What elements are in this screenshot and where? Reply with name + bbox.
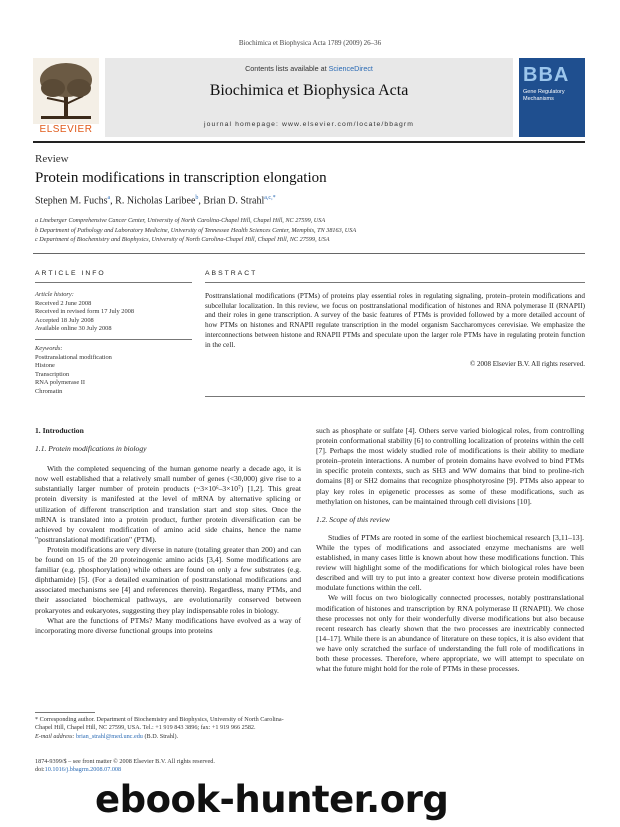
affiliation: b Department of Pathology and Laboratory Medicine, University of Tennessee Health Sciences Center, Memphis, TN 38163, USA — [35, 226, 357, 234]
doi-link[interactable]: 10.1016/j.bbagrm.2008.07.008 — [44, 766, 122, 774]
keyword: Transcription — [35, 370, 70, 378]
paragraph: Studies of PTMs are rooted in some of the earliest biochemical research [3,11–13]. While the types of modifications and associated enzyme mechanisms are well established, in many cases little is known about how these modifications function. This review will highlight some of the modifications for which biological roles have been described and will try to put into a greater context how diverse protein modifications modulate functions within the cell. — [316, 532, 584, 593]
journal-homepage[interactable]: journal homepage: www.elsevier.com/locate/bbagrm — [204, 121, 414, 128]
corresponding-author-note: * Corresponding author. Department of Biochemistry and Biophysics, University of North Carolina-Chapel Hill, Chapel Hill, NC 27599, USA. Tel.: +1 919 843 3896; fax: +1 919 966 2582. — [35, 716, 284, 732]
subsection-heading: 1.1. Protein modifications in biology — [35, 444, 147, 454]
article-info-heading: ARTICLE INFO — [35, 270, 106, 277]
author-name: Stephen M. Fuchs — [35, 195, 108, 207]
masthead-rule — [33, 141, 585, 143]
contents-line — [105, 64, 513, 73]
header-divider — [33, 253, 585, 254]
paper-title: Protein modifications in transcription elongation — [35, 170, 327, 186]
email-label: E-mail address: — [35, 732, 75, 740]
journal-name: Biochimica et Biophysica Acta — [209, 82, 409, 99]
footnote-rule — [35, 712, 95, 713]
keywords — [35, 345, 195, 397]
author-name: R. Nicholas Laribee — [115, 195, 196, 207]
keyword: Chromatin — [35, 387, 63, 395]
history-entry: Received 2 June 2008 — [35, 299, 92, 307]
keyword: Posttranslational modification — [35, 353, 112, 361]
elsevier-wordmark: ELSEVIER — [39, 124, 93, 135]
doi-prefix: doi: — [35, 766, 45, 774]
abstract-heading: ABSTRACT — [205, 270, 258, 277]
keywords-label: Keywords: — [35, 345, 63, 352]
article-history — [35, 291, 195, 334]
affiliation: c Department of Biochemistry and Biophysics, University of North Carolina-Chapel Hill, Chapel Hill, NC 27599, USA — [35, 236, 330, 243]
cover-subtitle: Gene Regulatory Mechanisms — [523, 89, 565, 102]
affiliation: a Lineberger Comprehensive Cancer Center, University of North Carolina-Chapel Hill, Chapel Hill, NC 27599, USA — [35, 217, 326, 224]
cover-title: BBA — [523, 64, 570, 86]
paragraph: We will focus on two biologically connected processes, notably posttranslational modification of histones and transcription by RNA polymerase II (RNAPII). We chose these processes not only for their wonderfully diverse modifications but also because recent research has clearly shown that the two processes are inextricably connected [14–17]. While there is an abundance of literature on these topics, it is also evident that we have only scratched the surface of understanding the full role of modifications in both these processes. Therefore, where appropriate, we will attempt to speculate on what the future might hold for the role of PTMs in these processes. — [316, 593, 584, 674]
running-head: Biochimica et Biophysica Acta 1789 (2009) 26–36 — [238, 39, 382, 47]
corresponding-footnote — [35, 716, 301, 741]
email-suffix: (B.D. Strahl). — [144, 732, 179, 740]
affiliations — [35, 216, 356, 245]
paragraph: With the completed sequencing of the human genome nearly a decade ago, it is now well established that a relatively small number of genes (<30,000) give rise to a substantially larger number of protein products (~3×10⁶–3×10⁷) [1,2]. This great protein diversity is manifested at the level of mRNA by alternative splicing or utilization of different transcription and translation start and stop sites. Once the mRNA is translated into a protein product, further protein diversification can be achieved by covalent modification of amino acid side chains, hence the name "posttranslational modification" (PTM). — [35, 464, 301, 544]
body-left-column — [35, 426, 301, 636]
contents-prefix: Contents lists available at — [245, 64, 329, 73]
email-link[interactable]: brian_strahl@med.unc.edu — [76, 732, 143, 740]
body-right-column — [316, 426, 584, 674]
author-name: Brian D. Strahl — [203, 195, 265, 207]
history-entry: Available online 30 July 2008 — [35, 325, 112, 333]
abstract-text: Posttranslational modifications (PTMs) of proteins play essential roles in regulating signaling, protein–protein modifications and subcellular localization. In this review, we focus on posttranslational modification of histones and RNA polymerase II (RNAPII) and their roles in gene transcription. A survey of the basic features of PTMs is provided followed by a more detailed account of how PTMs on histones and RNAPII regulate transcription in the model organism Saccharomyces cerevisiae. We emphasize the interconnections between histone and RNAPII PTMs and speculate upon the larger role PTMs have in regulating protein function in the cell. — [205, 292, 585, 349]
abstract-bottom-rule — [205, 396, 585, 397]
abstract-rule — [205, 282, 585, 283]
keyword: Histone — [35, 362, 55, 370]
history-label: Article history: — [35, 291, 74, 298]
author-list: Stephen M. Fuchs$^a$, R. Nicholas Laribee$^b$, Brian D. Strahl$^{a,c,*}$ — [35, 195, 276, 207]
history-entry: Accepted 18 July 2008 — [35, 316, 94, 324]
subsection-heading: 1.2. Scope of this review — [316, 514, 390, 524]
journal-masthead — [33, 58, 585, 137]
watermark: ebook-hunter.org — [95, 778, 449, 821]
paragraph: What are the functions of PTMs? Many modifications have evolved as a way of incorporating more diverse functional groups into proteins — [35, 615, 301, 635]
author-affil-sup[interactable]: a,c,* — [264, 195, 276, 201]
issn-doi-block — [35, 758, 335, 775]
author-affil-sup[interactable]: a — [107, 195, 111, 201]
paragraph: such as phosphate or sulfate [4]. Others serve varied biological roles, from controlling protein conformational stability [6] to controlling localization of proteins within the cell [7]. Perhaps the most widely studied role of modifications is their ability to mediate protein–protein interactions. A number of protein domains have evolved to bind PTMs in specific protein contexts, such as SH3 and WW domains that bind to proline-rich domains [8] or SH2 domains that recognize phosphotyrosine [9]. PTMs also appear to play key roles in epigenetic processes as some of these modifications, such as methylation on histones, can be maintained through cell divisions [10]. — [316, 426, 584, 506]
issn-line: 1874-9399/$ – see front matter © 2008 Elsevier B.V. All rights reserved. — [35, 758, 215, 765]
paragraph: Protein modifications are very diverse in nature (totaling greater than 200) and can be found on 15 of the 20 proteinogenic amino acids [3,4]. Some modifications are familiar (e.g. phosphorylation) while others are found on only a few substrates (e.g. diphthamide) [5]. (For a detailed examination of posttranslational modifications and associated mechanisms see [4] and references therein). Regardless, many PTMs, and their associated biochemical pathways, are evolutionarily conserved between prokaryotes and eukaryotes, suggesting they play indispensable roles in biology. — [35, 544, 301, 615]
article-type: Review — [35, 153, 69, 165]
keyword: RNA polymerase II — [35, 379, 86, 387]
keywords-rule — [35, 339, 192, 340]
section-heading: 1. Introduction — [35, 426, 84, 435]
author-affil-sup[interactable]: b — [195, 195, 199, 201]
sciencedirect-link[interactable]: ScienceDirect — [328, 64, 373, 73]
history-entry: Received in revised form 17 July 2008 — [35, 308, 135, 316]
article-info-rule — [35, 282, 192, 283]
copyright: © 2008 Elsevier B.V. All rights reserved. — [469, 360, 585, 368]
